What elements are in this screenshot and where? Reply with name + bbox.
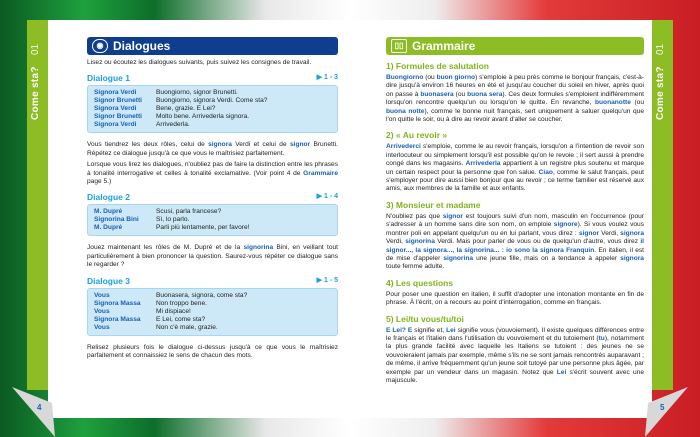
keyword: signorina <box>443 254 474 262</box>
line-text: E Lei, come sta? <box>156 315 206 323</box>
chapter-title: Come sta? <box>655 66 666 120</box>
text: toute femme adulte. <box>386 263 445 271</box>
dialogue-title: Dialogue 2 <box>87 192 130 203</box>
speaker: Signora Massa <box>94 315 141 323</box>
text: ) s'emploie à peu près comme le bonjour français, c'est-à-dire jusqu'à environ 16 heures en été et jusqu'au coucher du soleil en hiver, après quoi on passe à <box>386 74 645 98</box>
section-heading: 5) Lei/tu vous/tu/toi <box>386 313 464 324</box>
header-title: Dialogues <box>113 39 171 53</box>
line-text: Scusi, parla francese? <box>156 208 222 216</box>
text: Bini, en veillant tout particulièrement à bien prononcer la question. Saurez-vous répéter ce dialogue sans le regarder ? <box>87 244 338 269</box>
keyword: signora <box>208 141 232 149</box>
dialogue-line <box>94 308 331 316</box>
dialogue-heading <box>87 276 338 286</box>
keyword: Buongiorno <box>386 74 424 81</box>
instruction-text <box>87 161 338 186</box>
keyword: signorina <box>405 238 435 246</box>
text: signifie et, <box>412 326 447 334</box>
section-heading: 2) « Au revoir » <box>386 130 448 141</box>
text: Brunetti. Répétez ce dialogue jusqu'à ce que vous le maîtrisiez parfaitement. <box>87 141 338 157</box>
dialogue-line <box>94 300 331 308</box>
speech-bubble-icon: ◉ <box>92 39 108 53</box>
grammaire-content <box>386 55 644 388</box>
dialogue-line <box>94 224 331 232</box>
section-text <box>386 213 644 272</box>
book-icon: ▯▯ <box>391 39 407 53</box>
dialogue-line <box>94 105 331 113</box>
keyword: buon giorno <box>436 74 476 81</box>
header-title: Grammaire <box>412 39 476 53</box>
text: s'emploie, comme le au revoir français, lorsqu'on a l'intention de revoir son interlocuteur ou simplement lorsqu'il est possible qu'on le revoie ; il sert aussi à prendre congé dans les magasins. <box>386 143 644 168</box>
keyword: il signor..., la signora..., la signorina... : io sono la signora Franquin <box>386 238 645 254</box>
text: (ou <box>630 99 644 107</box>
keyword: Grammaire <box>303 169 338 177</box>
chapter-title: Come sta? <box>30 66 41 120</box>
instruction-text: Relisez plusieurs fois le dialogue ci-dessus jusqu'à ce que vous le maîtrisiez parfaitement et connaissiez le sens de chacun des mots. <box>87 343 338 360</box>
chapter-number: 01 <box>655 43 666 55</box>
keyword: signor <box>578 229 600 237</box>
speaker: Signor Brunetti <box>94 97 142 105</box>
speaker: Vous <box>94 291 110 299</box>
audio-track[interactable]: ▶ 1 - 5 <box>316 276 338 284</box>
text: ). Si vous voulez vous montrer poli en appelant quelqu'un ou en lui parlant, vous direz : <box>386 221 644 237</box>
dialogue-line <box>94 208 331 216</box>
text: ). Ces deux formules s'emploient indifféremment lorsqu'on rencontre quelqu'un ou lorsqu'on le quitte. En revanche, <box>386 90 644 107</box>
text: Vous tiendrez les deux rôles, celui de <box>87 141 209 149</box>
keyword: tu <box>598 334 605 342</box>
line-text: Molto bene. Arrivederla signora. <box>156 113 250 121</box>
section-heading: 4) Les questions <box>386 277 454 288</box>
text: signifie vous (vouvoiement). Il existe quelques différences entre le français et l'italien dans l'utilisation du vouvoiement et du tutoiement ( <box>386 326 644 342</box>
page-curl-right <box>645 385 690 437</box>
line-text: Buongiorno, signor Brunetti. <box>156 89 238 97</box>
text: Verdi et celui de <box>231 141 290 149</box>
line-text: Non troppo bene. <box>156 299 207 307</box>
keyword: signora <box>620 229 644 237</box>
dialogue-line <box>94 113 331 121</box>
line-text: Bene, grazie. E Lei? <box>156 105 216 113</box>
dialogues-content <box>87 59 338 363</box>
chapter-number: 01 <box>30 43 41 55</box>
dialogue-heading <box>87 192 338 202</box>
speaker: M. Dupré <box>94 224 123 232</box>
track-number: 1 - 5 <box>323 276 338 284</box>
text: Verdi, <box>599 229 621 237</box>
speaker: Vous <box>94 323 110 331</box>
speaker: Signora Verdi <box>94 121 137 129</box>
page-number-left: 4 <box>37 403 42 412</box>
instruction-text <box>87 244 338 269</box>
dialogue-line <box>94 89 331 97</box>
text: ), comme le bonne nuit français, sert uniquement à saluer quelqu'un que l'on quitte le soir, ou à dire au revoir avant d'aller se coucher. <box>386 107 644 124</box>
keyword: Ciao <box>538 168 553 176</box>
keyword: Arrivederci <box>386 143 421 151</box>
dialogue-line <box>94 324 331 332</box>
text: Verdi, <box>386 238 406 246</box>
dialogue-title: Dialogue 1 <box>87 73 130 84</box>
audio-track[interactable]: ▶ 1 - 3 <box>316 74 338 82</box>
keyword: signora <box>620 254 644 262</box>
section-text: Pour poser une question en italien, il suffit d'adopter une intonation montante en fin de phrase. À l'écrit, on a recours au point d'interrogation, comme en français. <box>386 290 644 307</box>
section-heading: 1) Formules de salutation <box>386 61 489 71</box>
text: , comme le salut français, peut s'employer pour dire aussi bien bonjour que au revoir ; ce terme familier est réservé aux amis, aux membres de la famille et aux enfants. <box>386 168 645 193</box>
text: . En italien, il est de mise d'appeler <box>386 246 644 262</box>
keyword: signor <box>289 141 311 149</box>
instruction-text <box>87 141 338 158</box>
dialogues-header <box>87 37 338 55</box>
line-text: Non c'è male, grazie. <box>156 323 218 331</box>
keyword: signorina <box>243 244 274 252</box>
line-text: Arrivederla. <box>156 121 190 129</box>
section-text <box>386 327 644 386</box>
speaker: Signorina Bini <box>94 216 139 224</box>
keyword: buona notte <box>386 107 425 115</box>
track-number: 1 - 3 <box>323 74 338 82</box>
line-text: Buonasera, signora, come sta? <box>156 291 248 299</box>
keyword: Lei <box>556 368 567 376</box>
page-curl-left <box>10 385 55 437</box>
track-number: 1 - 4 <box>323 193 338 201</box>
line-text: Mi dispiace! <box>156 307 191 315</box>
dialogue-heading <box>87 73 338 83</box>
text: page 5.) <box>87 178 112 186</box>
dialogue-title: Dialogue 3 <box>87 275 130 286</box>
speaker: Signora Massa <box>94 299 141 307</box>
text: ), notamment la plus grande facilité avec laquelle les Italiens se tutoient : des jeunes ne se vouvoieraient jamais par exemple, même s'ils ne se sont jamais rencontrés auparavant ; de même, il arrive fréquemment qu'un jeune soit tutoyé par une personne plus âgée, par exemple par un vendeur dans un magasin. Notez que <box>386 334 644 376</box>
speaker: M. Dupré <box>94 208 123 216</box>
text: est toujours suivi d'un nom, masculin en l'occurrence (pour s'adresser à un homme sans dire son nom, on emploie <box>386 212 644 229</box>
speaker: Signora Verdi <box>94 89 137 97</box>
line-text: Parli più lentamente, per favore! <box>156 224 250 232</box>
intro-text: Lisez ou écoutez les dialogues suivants, puis suivez les consignes de travail. <box>87 59 312 66</box>
chapter-tab-right <box>652 20 673 390</box>
dialogue-line <box>94 216 331 224</box>
speaker: Signora Verdi <box>94 105 137 113</box>
dialogue-box <box>87 288 338 336</box>
keyword: signore <box>553 221 578 229</box>
keyword: E Lei? E <box>386 326 413 334</box>
keyword: buona sera <box>467 90 503 98</box>
dialogue-line <box>94 316 331 324</box>
section-heading: 3) Monsieur et madame <box>386 199 481 210</box>
keyword: signor <box>442 212 463 220</box>
audio-track[interactable]: ▶ 1 - 4 <box>316 193 338 201</box>
text: s'écrit souvent avec une majuscule. <box>386 368 644 384</box>
grammaire-header <box>386 37 644 55</box>
speaker: Signor Brunetti <box>94 113 142 121</box>
text: Verdi. Mais pour parler de vous ou de quelqu'un d'autre, vous direz <box>434 238 641 246</box>
dialogue-box <box>87 85 338 133</box>
speaker: Vous <box>94 307 110 315</box>
text: Lorsque vous lirez les dialogues, n'oubliez pas de faire la distinction entre les phrases à tonalité interrogative et celles à tonalité exclamative. (Voir point 4 de <box>87 161 338 177</box>
dialogue-line <box>94 121 331 129</box>
keyword: buonanotte <box>594 99 631 107</box>
text: (ou <box>453 90 468 98</box>
dialogue-box <box>87 204 338 236</box>
text: une jeune fille, mais on a tendance à appeler <box>473 254 621 262</box>
section-text <box>386 74 644 124</box>
text: (ou <box>423 74 437 81</box>
keyword: buonasera <box>420 90 454 98</box>
line-text: Buongiorno, signora Verdi. Come sta? <box>156 97 268 105</box>
chapter-tab-left <box>27 20 48 390</box>
keyword: Arrivederla <box>465 160 501 168</box>
dialogue-line <box>94 97 331 105</box>
page-number-right: 5 <box>660 403 665 412</box>
section-text <box>386 143 644 193</box>
text: Jouez maintenant les rôles de M. Dupré et de la <box>87 244 244 252</box>
text: appartient à un registre plus soutenu et marque un certain respect pour la personne que l'on salue. <box>386 160 644 176</box>
line-text: Sì, lo parlo. <box>156 216 190 224</box>
text: N'oubliez pas que <box>386 212 443 220</box>
dialogue-line <box>94 292 331 300</box>
keyword: Lei <box>446 326 456 334</box>
